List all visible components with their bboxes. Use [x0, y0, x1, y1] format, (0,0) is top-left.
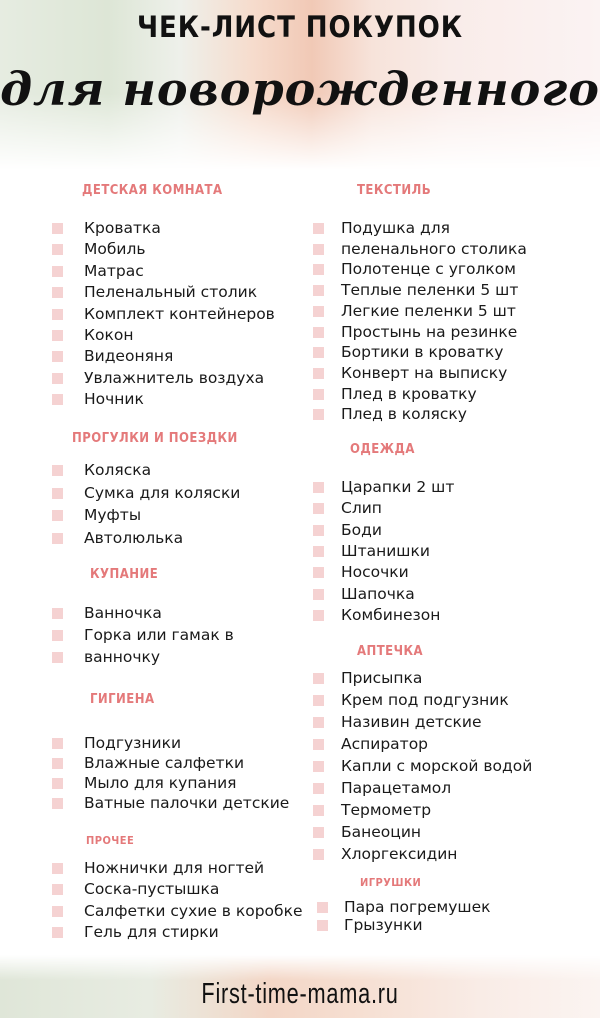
list-item: Сумка для коляски [84, 483, 241, 502]
checkbox[interactable] [313, 306, 324, 317]
section-heading: ПРОЧЕЕ [86, 834, 135, 847]
checkbox[interactable] [313, 285, 324, 296]
checkbox[interactable] [313, 567, 324, 578]
checkbox[interactable] [313, 673, 324, 684]
list-item: Хлоргексидин [341, 845, 458, 863]
list-item: Крем под подгузник [341, 691, 509, 709]
checkbox[interactable] [52, 778, 63, 789]
checkbox[interactable] [313, 695, 324, 706]
checkbox[interactable] [313, 783, 324, 794]
list-item: Шапочка [341, 584, 415, 603]
list-item: Ножнички для ногтей [84, 859, 265, 877]
checkbox[interactable] [313, 482, 324, 493]
checkbox[interactable] [52, 287, 63, 298]
section-heading: АПТЕЧКА [357, 644, 424, 659]
list-item: Матрас [84, 261, 144, 280]
checkbox[interactable] [52, 652, 63, 663]
checkbox[interactable] [313, 717, 324, 728]
list-item: Пеленальный столик [84, 283, 258, 302]
list-item: Присыпка [341, 669, 423, 687]
checkbox[interactable] [313, 805, 324, 816]
checkbox[interactable] [52, 373, 63, 384]
list-item: Плед в кроватку [341, 384, 477, 403]
list-item: Соска-пустышка [84, 880, 220, 899]
checkbox[interactable] [313, 761, 324, 772]
checkbox[interactable] [52, 394, 63, 405]
list-item: Пара погремушек [344, 898, 491, 916]
list-item: Салфетки сухие в коробке [84, 901, 303, 920]
checkbox[interactable] [317, 920, 328, 931]
checkbox[interactable] [52, 884, 63, 895]
checkbox[interactable] [52, 927, 63, 938]
list-item: Коляска [84, 461, 152, 479]
checkbox[interactable] [52, 223, 63, 234]
list-item: Ванночка [84, 604, 162, 622]
section-heading: КУПАНИЕ [90, 567, 159, 582]
checkbox[interactable] [52, 863, 63, 874]
list-item: Бортики в кроватку [341, 343, 504, 362]
list-item: Слип [341, 499, 382, 518]
checkbox[interactable] [313, 589, 324, 600]
checkbox[interactable] [52, 351, 63, 362]
list-item: Царапки 2 шт [341, 478, 455, 496]
checkbox[interactable] [313, 409, 324, 420]
list-item: Теплые пеленки 5 шт [341, 281, 519, 300]
list-item: Комплект контейнеров [84, 304, 275, 323]
checkbox[interactable] [52, 510, 63, 521]
checkbox[interactable] [52, 738, 63, 749]
list-item: Парацетамол [341, 779, 452, 797]
list-item: Носочки [341, 563, 409, 582]
list-item: Автолюлька [84, 529, 184, 548]
list-item: Боди [341, 520, 382, 539]
checkbox[interactable] [313, 347, 324, 358]
checkbox[interactable] [313, 827, 324, 838]
checkbox[interactable] [313, 739, 324, 750]
list-item: Подгузники [84, 734, 182, 752]
list-item: Банеоцин [341, 823, 422, 841]
checkbox[interactable] [313, 503, 324, 514]
list-item: Горка или гамак в [84, 626, 234, 644]
section-heading: ОДЕЖДА [350, 442, 415, 457]
website-footer: First-time-mama.ru [201, 978, 399, 1010]
list-item: Мыло для купания [84, 774, 237, 792]
page-title: ЧЕК-ЛИСТ ПОКУПОК [137, 10, 463, 44]
section-heading: ИГРУШКИ [360, 876, 422, 889]
list-item: Ватные палочки детские [84, 794, 290, 812]
checkbox[interactable] [313, 546, 324, 557]
list-item: пеленального столика [341, 239, 527, 258]
checkbox[interactable] [52, 630, 63, 641]
checkbox[interactable] [52, 465, 63, 476]
checkbox[interactable] [52, 798, 63, 809]
list-item: Капли с морской водой [341, 757, 533, 775]
checkbox[interactable] [313, 264, 324, 275]
checkbox[interactable] [313, 223, 324, 234]
section-heading: ДЕТСКАЯ КОМНАТА [82, 183, 223, 198]
list-item: Кроватка [84, 219, 161, 237]
checkbox[interactable] [52, 266, 63, 277]
list-item: Ночник [84, 390, 144, 409]
list-item: Легкие пеленки 5 шт [341, 301, 516, 320]
list-item: Термометр [341, 801, 432, 819]
checkbox[interactable] [313, 389, 324, 400]
list-item: Влажные салфетки [84, 754, 245, 772]
list-item: Кокон [84, 326, 134, 344]
list-item: Грызунки [344, 916, 423, 934]
list-item: Конверт на выписку [341, 363, 508, 382]
checkbox[interactable] [313, 244, 324, 255]
checkbox[interactable] [317, 902, 328, 913]
checkbox[interactable] [52, 758, 63, 769]
list-item: Увлажнитель воздуха [84, 368, 265, 387]
list-item: ванночку [84, 648, 161, 666]
checkbox[interactable] [313, 368, 324, 379]
checkbox[interactable] [52, 244, 63, 255]
checkbox[interactable] [52, 533, 63, 544]
checkbox[interactable] [52, 330, 63, 341]
list-item: Мобиль [84, 240, 146, 259]
checkbox[interactable] [52, 309, 63, 320]
list-item: Подушка для [341, 219, 450, 237]
page-subtitle: для новорожденного [0, 62, 600, 116]
list-item: Штанишки [341, 541, 430, 560]
list-item: Видеоняня [84, 347, 174, 366]
list-item: Полотенце с уголком [341, 260, 516, 279]
list-item: Муфты [84, 506, 142, 525]
list-item: Простынь на резинке [341, 322, 518, 341]
checkbox[interactable] [52, 906, 63, 917]
list-item: Називин детские [341, 713, 482, 731]
checkbox[interactable] [52, 608, 63, 619]
checkbox[interactable] [313, 525, 324, 536]
list-item: Плед в коляску [341, 405, 467, 424]
section-heading: ГИГИЕНА [90, 692, 155, 707]
list-item: Аспиратор [341, 735, 429, 753]
section-heading: ТЕКСТИЛЬ [357, 183, 432, 198]
list-item: Комбинезон [341, 605, 441, 624]
list-item: Гель для стирки [84, 922, 219, 941]
checkbox[interactable] [313, 610, 324, 621]
checkbox[interactable] [313, 849, 324, 860]
checkbox[interactable] [313, 327, 324, 338]
checkbox[interactable] [52, 488, 63, 499]
section-heading: ПРОГУЛКИ И ПОЕЗДКИ [72, 431, 238, 446]
